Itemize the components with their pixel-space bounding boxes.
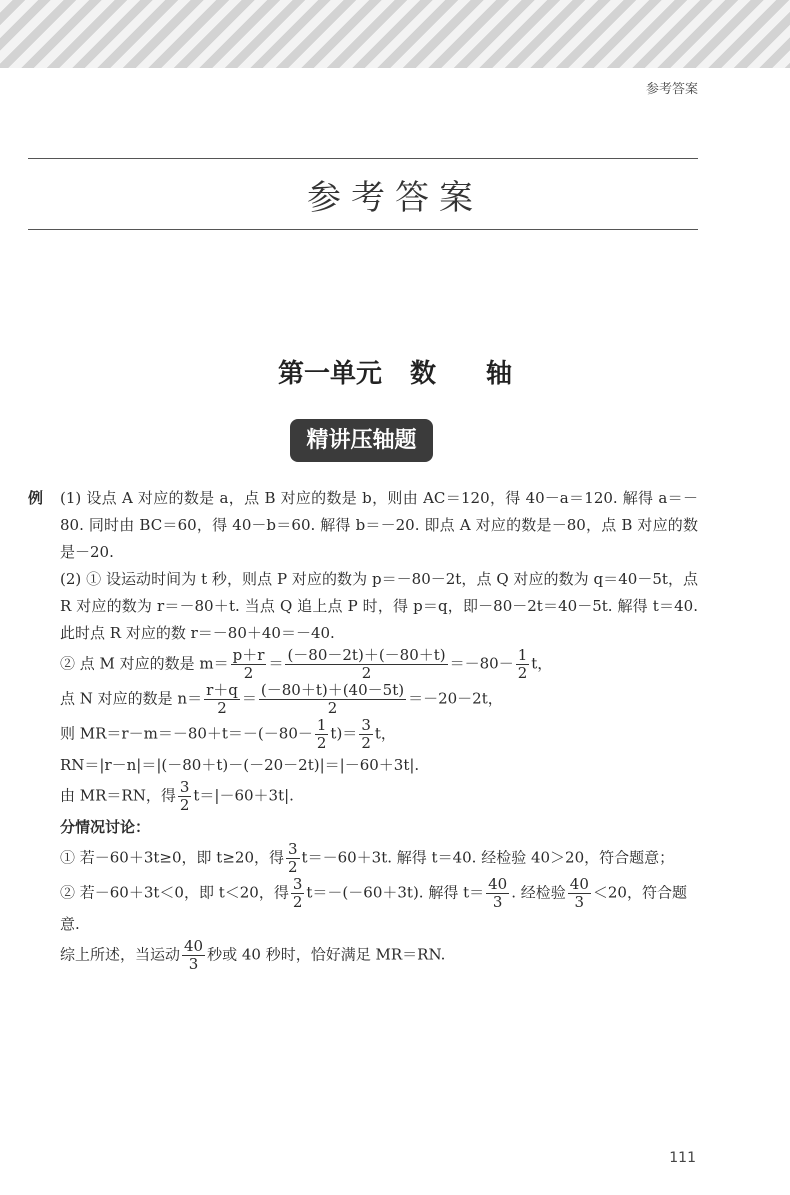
mr-equation: 则 MR＝r－m＝－80＋t＝－(－80－ $\frac{1}{2}$ t)＝ $\frac{3}{2}$ t， xyxy=(60,716,396,752)
cases-label: 分情况讨论： xyxy=(60,818,151,836)
case-1: ① 若－60＋3t≥0，即 t≥20，得 $\frac{3}{2}$ t＝－60＋3t. 解得 t＝40. 经检验 40＞20，符合题意； xyxy=(60,840,675,876)
section-badge: 精讲压轴题 xyxy=(290,419,433,462)
unit-title: 第一单元 数 轴 xyxy=(277,359,513,389)
m-equation: ② 点 M 对应的数是 m＝ $\frac{p+r}{2}$ ＝ $\frac{(-80-2t)+(-80+t)}{2}$ ＝－80－ $\frac{1}{2}$ t， xyxy=(60,646,553,682)
n-equation: 点 N 对应的数是 n＝ $\frac{r+q}{2}$ ＝ $\frac{(-80+t)+(40-5t)}{2}$ ＝－20－2t， xyxy=(60,681,503,717)
running-header: 参考答案 xyxy=(645,82,698,97)
part-1: (1) 设点 A 对应的数是 a，点 B 对应的数是 b，则由 AC＝120，得 40－a＝120. 解得 a＝－80. 同时由 BC＝60，得 40－b＝60. 解得 b＝－20. 即点 A 对应的数是－80，点 B 对应的数是－20. xyxy=(60,489,698,561)
title-rule-bottom xyxy=(28,229,698,230)
rn-equation: RN＝|r－n|＝|(－80＋t)－(－20－2t)|＝|－60＋3t|. xyxy=(60,756,420,774)
page-number: 111 xyxy=(669,1150,696,1166)
page-title: 参考答案 xyxy=(307,178,483,218)
title-rule-top xyxy=(28,158,698,159)
case-2: ② 若－60＋3t＜0，即 t＜20，得 $\frac{3}{2}$ t＝－(－60＋3t). 解得 t＝ $\frac{40}{3}$ . 经检验 $\frac{40}{3}$ ＜20，符合题意. xyxy=(60,875,687,933)
conclusion: 综上所述，当运动 $\frac{40}{3}$ 秒或 40 秒时，恰好满足 MR＝RN. xyxy=(60,937,446,973)
solution-body xyxy=(28,485,698,973)
example-label: 例 xyxy=(28,489,44,507)
part-2: (2) ① 设运动时间为 t 秒，则点 P 对应的数为 p＝－80－2t，点 Q 对应的数为 q＝40－5t，点 R 对应的数为 r＝－80＋t. 当点 Q 追上点 P 时，得 p＝q，即－80－2t＝40－5t. 解得 t＝40. 此时点 R 对应的数 r＝－80＋40＝－40. xyxy=(60,570,698,642)
top-stripe-band xyxy=(0,0,790,68)
mr-equals-rn: 由 MR＝RN，得 $\frac{3}{2}$ t＝|－60＋3t|. xyxy=(60,778,294,814)
